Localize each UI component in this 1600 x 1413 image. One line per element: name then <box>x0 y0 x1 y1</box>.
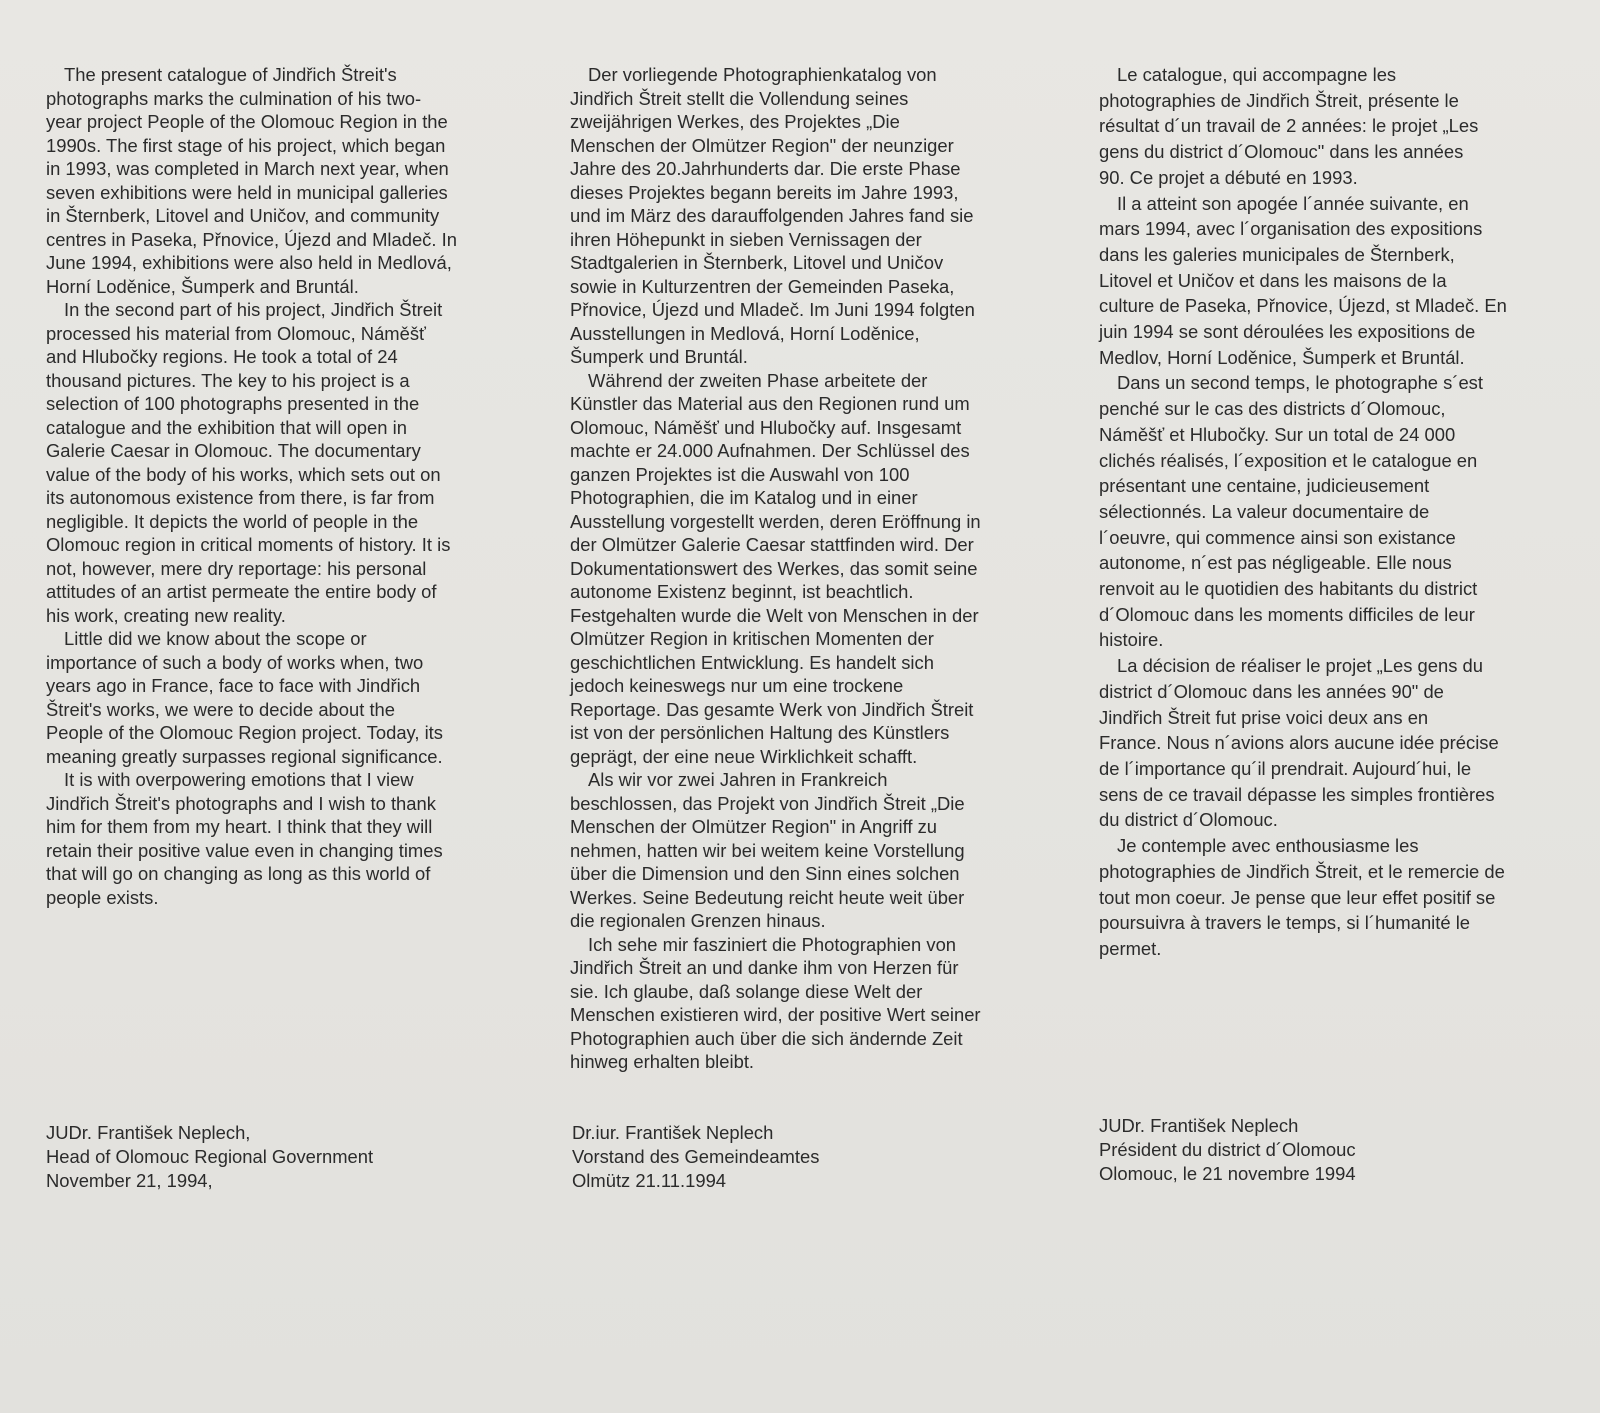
text-line: in Šternberk, Litovel and Uničov, and community <box>46 205 440 226</box>
text-line: tout mon coeur. Je pense que leur effet positif se <box>1099 886 1496 908</box>
text-line: zweijährigen Werkes, des Projektes „Die <box>570 111 900 132</box>
signature-title: Vorstand des Gemeindeamtes <box>572 1146 820 1167</box>
paragraph <box>1099 191 1549 371</box>
text-line: Šumperk und Bruntál. <box>570 346 748 367</box>
signature-title: Président du district d´Olomouc <box>1099 1139 1356 1160</box>
text-line: sélectionnés. La valeur documentaire de <box>1099 500 1430 522</box>
text-line: not, however, mere dry reportage: his personal <box>46 557 427 579</box>
text-line: juin 1994 se sont déroulées les expositions de <box>1099 321 1476 343</box>
text-line: die regionalen Grenzen hinaus. <box>570 910 826 931</box>
text-line: Der vorliegende Photographienkatalog von <box>588 64 937 85</box>
text-line: Il a atteint son apogée l´année suivante, en <box>1117 192 1469 214</box>
text-line: Ich sehe mir fasziniert die Photographien von <box>588 933 957 955</box>
text-line: mars 1994, avec l´organisation des expositions <box>1099 218 1483 240</box>
text-line: Přnovice, Újezd und Mladeč. Im Juni 1994 folgten <box>570 299 975 320</box>
text-line: du district d´Olomouc. <box>1099 809 1278 831</box>
text-line: In the second part of his project, Jindřich Štreit <box>64 299 443 320</box>
paragraph <box>46 627 496 768</box>
text-line: hinweg erhalten bleibt. <box>570 1051 755 1072</box>
text-line: Litovel et Uničov et dans les maisons de la <box>1099 269 1447 291</box>
text-line: La décision de réaliser le projet „Les gens du <box>1117 655 1483 677</box>
text-line: photographs marks the culmination of his two- <box>46 87 422 109</box>
text-line: clichés réalisés, l´exposition et le catalogue en <box>1099 449 1478 471</box>
text-line: d´Olomouc dans les moments difficiles de leur <box>1099 603 1475 625</box>
signature-date: Olomouc, le 21 novembre 1994 <box>1099 1163 1356 1184</box>
text-line: his work, creating new reality. <box>46 604 286 626</box>
paragraph <box>1099 62 1549 191</box>
signature-date: November 21, 1994, <box>46 1170 213 1191</box>
text-line: France. Nous n´avions alors aucune idée précise <box>1099 732 1499 754</box>
text-line: Le catalogue, qui accompagne les <box>1117 64 1397 85</box>
signature-name: Dr.iur. František Neplech <box>572 1122 774 1143</box>
text-line: jedoch keineswegs nur um eine trockene <box>570 675 904 696</box>
text-line: Olomouc region in critical moments of history. It is <box>46 534 451 555</box>
text-line: sens de ce travail dépasse les simples frontières <box>1099 783 1495 805</box>
text-line: retain their positive value even in changing times <box>46 839 443 861</box>
text-line: in 1993, was completed in March next year, when <box>46 158 449 179</box>
text-line: Jindřich Štreit's photographs and I wish to thank <box>46 792 436 814</box>
text-line: Náměšť et Hlubočky. Sur un total de 24 000 <box>1099 423 1456 445</box>
text-line: geprägt, der eine neue Wirklichkeit schafft. <box>570 745 918 767</box>
text-line: Olomouc, Náměšť und Hlubočky auf. Insgesamt <box>570 416 962 438</box>
text-line: centres in Paseka, Přnovice, Újezd and Mladeč. In <box>46 228 457 250</box>
text-line: Štreit's works, we were to decide about the <box>46 698 396 720</box>
text-line: über die Dimension und den Sinn eines solchen <box>570 863 960 884</box>
text-line: Galerie Caesar in Olomouc. The documentary <box>46 440 421 461</box>
text-line: résultat d´un travail de 2 années: le projet „Les <box>1099 115 1479 137</box>
text-line: selection of 100 photographs presented in the <box>46 393 420 414</box>
paragraph <box>570 933 1030 1074</box>
text-line: beschlossen, das Projekt von Jindřich Štreit „Die <box>570 792 965 814</box>
text-line: Dans un second temps, le photographe s´est <box>1117 372 1483 394</box>
text-line: dieses Projektes begann bereits im Jahre 1993, <box>570 181 959 203</box>
text-line: Ausstellung vorgestellt werden, deren Eröffnung in <box>570 510 981 532</box>
text-line: geschichtlichen Entwicklung. Es handelt sich <box>570 651 934 673</box>
text-line: Little did we know about the scope or <box>64 628 367 649</box>
text-line: Menschen der Olmützer Region" in Angriff zu <box>570 816 938 837</box>
text-line: district d´Olomouc dans les années 90" de <box>1099 680 1444 702</box>
text-line: sie. Ich glaube, daß solange diese Welt der <box>570 980 923 1002</box>
text-line: sowie in Kulturzentren der Gemeinden Paseka, <box>570 275 955 297</box>
text-line: Künstler das Material aus den Regionen rund um <box>570 393 970 414</box>
text-line: processed his material from Olomouc, Náměšť <box>46 322 426 344</box>
text-line: nehmen, hatten wir bei weitem keine Vorstellung <box>570 839 965 861</box>
signature-name: JUDr. František Neplech, <box>46 1122 251 1143</box>
text-line: présentant une centaine, judicieusement <box>1099 475 1430 497</box>
text-line: permet. <box>1099 937 1162 959</box>
english-text-column <box>46 63 496 909</box>
text-line: The present catalogue of Jindřich Štreit's <box>64 64 397 85</box>
text-line: poursuivra à travers le temps, si l´humanité le <box>1099 912 1471 934</box>
paragraph <box>1099 370 1549 653</box>
signature-name: JUDr. František Neplech <box>1099 1115 1299 1136</box>
text-line: People of the Olomouc Region project. Today, its <box>46 722 443 743</box>
text-line: autonome, n´est pas négligeable. Elle nous <box>1099 552 1452 574</box>
paragraph <box>46 298 496 627</box>
text-line: thousand pictures. The key to his project is a <box>46 369 410 391</box>
text-line: years ago in France, face to face with Jindřich <box>46 675 421 696</box>
text-line: gens du district d´Olomouc" dans les années <box>1099 141 1464 163</box>
text-line: year project People of the Olomouc Region in the <box>46 111 448 132</box>
text-line: Reportage. Das gesamte Werk von Jindřich Štreit <box>570 698 974 720</box>
text-line: June 1994, exhibitions were also held in Medlová, <box>46 252 452 273</box>
paragraph <box>1099 653 1549 833</box>
paragraph <box>570 63 1030 369</box>
text-line: attitudes of an artist permeate the entire body of <box>46 581 437 602</box>
text-line: Ausstellungen in Medlová, Horní Loděnice, <box>570 322 920 344</box>
text-line: Je contemple avec enthousiasme les <box>1117 835 1419 857</box>
german-signature-block <box>572 1121 819 1193</box>
text-line: Photographien auch über die sich ändernde Zeit <box>570 1027 963 1049</box>
text-line: that will go on changing as long as this world of <box>46 863 431 884</box>
paragraph <box>46 768 496 909</box>
text-line: 1990s. The first stage of his project, which began <box>46 134 446 156</box>
text-line: and Hlubočky regions. He took a total of 24 <box>46 346 398 367</box>
text-line: Jindřich Štreit stellt die Vollendung seines <box>570 87 909 109</box>
paragraph <box>570 768 1030 933</box>
text-line: Horní Loděnice, Šumperk and Bruntál. <box>46 275 359 297</box>
text-line: autonome Existenz beginnt, ist beachtlich. <box>570 581 914 602</box>
text-line: Dokumentationswert des Werkes, das somit seine <box>570 557 978 579</box>
text-line: ist von der persönlichen Haltung des Künstlers <box>570 722 950 743</box>
text-line: meaning greatly surpasses regional significance. <box>46 745 443 767</box>
text-line: Festgehalten wurde die Welt von Menschen in der <box>570 604 979 626</box>
text-line: people exists. <box>46 886 159 908</box>
text-line: machte er 24.000 Aufnahmen. Der Schlüssel des <box>570 440 970 461</box>
text-line: penché sur le cas des districts d´Olomouc, <box>1099 398 1446 420</box>
text-line: negligible. It depicts the world of people in the <box>46 510 419 532</box>
text-line: Olmützer Region in kritischen Momenten der <box>570 628 934 649</box>
text-line: seven exhibitions were held in municipal galleries <box>46 181 448 203</box>
text-line: Menschen existieren wird, der positive Wert seiner <box>570 1004 981 1025</box>
text-line: Während der zweiten Phase arbeitete der <box>588 369 928 391</box>
text-line: Jindřich Štreit an und danke ihm von Herzen für <box>570 957 959 978</box>
text-line: und im März des darauffolgenden Jahres fand sie <box>570 205 974 226</box>
text-line: catalogue and the exhibition that will open in <box>46 416 407 438</box>
text-line: renvoit au le quotidien des habitants du district <box>1099 578 1478 600</box>
text-line: Als wir vor zwei Jahren in Frankreich <box>588 769 888 790</box>
text-line: Photographien, die im Katalog und in einer <box>570 487 918 508</box>
text-line: Jahre des 20.Jahrhunderts dar. Die erste Phase <box>570 158 961 179</box>
text-line: Werkes. Seine Bedeutung reicht heute weit über <box>570 886 965 908</box>
signature-date: Olmütz 21.11.1994 <box>572 1170 727 1191</box>
text-line: its autonomous existence from there, is far from <box>46 487 435 508</box>
text-line: Stadtgalerien in Šternberk, Litovel und Uničov <box>570 252 944 273</box>
text-line: value of the body of his works, which sets out on <box>46 463 441 485</box>
text-line: dans les galeries municipales de Šternberk, <box>1099 243 1455 265</box>
text-line: Menschen der Olmützer Region" der neunziger <box>570 134 954 156</box>
paragraph <box>570 369 1030 769</box>
text-line: culture de Paseka, Přnovice, Újezd, st Mladeč. En <box>1099 295 1507 317</box>
text-line: ganzen Projektes ist die Auswahl von 100 <box>570 463 910 485</box>
text-line: importance of such a body of works when, two <box>46 651 424 673</box>
german-text-column <box>570 63 1030 1074</box>
paragraph <box>1099 833 1549 962</box>
text-line: de l´importance qu´il prendrait. Aujourd´hui, le <box>1099 757 1472 779</box>
text-line: histoire. <box>1099 629 1164 651</box>
paragraph <box>46 63 496 298</box>
text-line: 90. Ce projet a débuté en 1993. <box>1099 166 1358 188</box>
text-line: l´oeuvre, qui commence ainsi son existance <box>1099 526 1456 548</box>
text-line: Medlov, Horní Loděnice, Šumperk et Bruntál. <box>1099 346 1465 368</box>
text-line: Jindřich Štreit fut prise voici deux ans en <box>1099 706 1429 728</box>
french-text-column <box>1099 62 1549 962</box>
english-signature-block <box>46 1121 373 1193</box>
signature-title: Head of Olomouc Regional Government <box>46 1146 374 1167</box>
text-line: ihren Höhepunkt in sieben Vernissagen der <box>570 228 922 250</box>
text-line: him for them from my heart. I think that they will <box>46 816 433 837</box>
text-line: It is with overpowering emotions that I view <box>64 769 414 790</box>
text-line: photographies de Jindřich Štreit, et le remercie de <box>1099 860 1505 882</box>
text-line: photographies de Jindřich Štreit, présente le <box>1099 89 1459 111</box>
text-line: der Olmützer Galerie Caesar stattfinden wird. Der <box>570 534 974 555</box>
french-signature-block <box>1099 1114 1356 1186</box>
